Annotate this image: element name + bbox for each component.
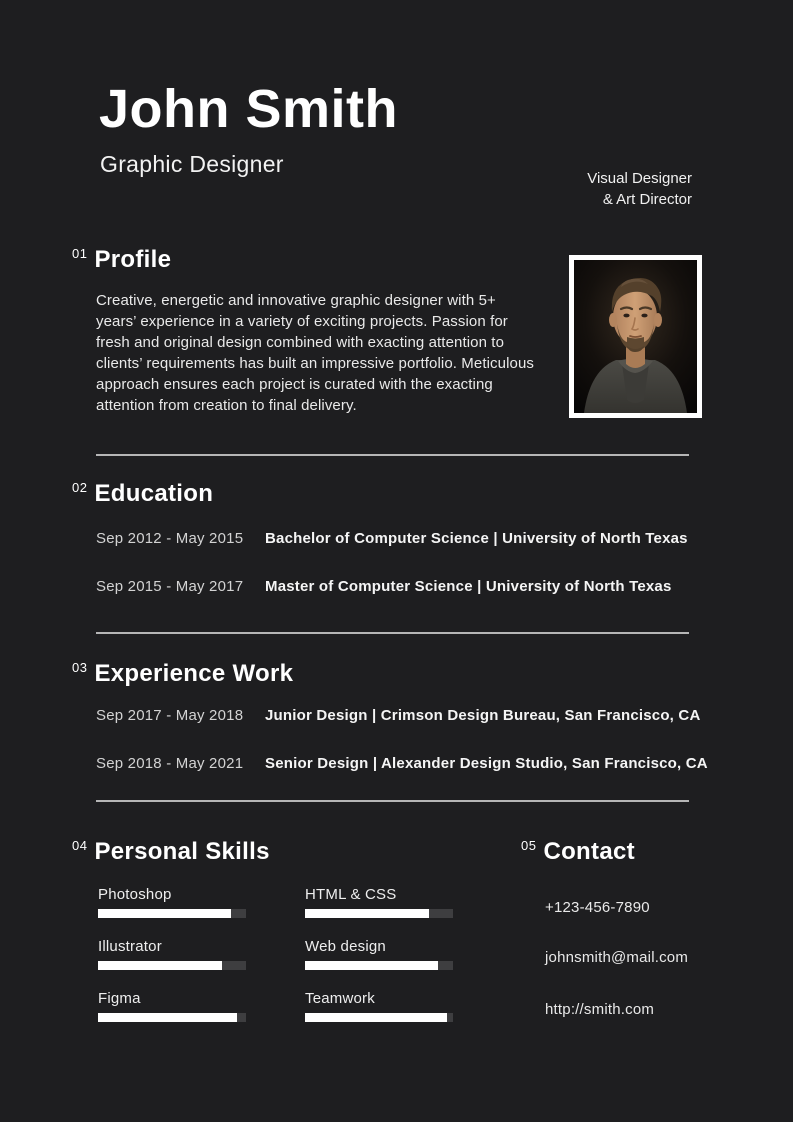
experience-description: Senior Design | Alexander Design Studio, San Francisco, CA <box>265 755 708 772</box>
education-dates: Sep 2012 - May 2015 <box>96 530 244 547</box>
skills-section-heading <box>72 838 270 866</box>
profile-section-title: Profile <box>94 246 172 273</box>
person-job-title: Graphic Designer <box>100 151 284 177</box>
contact-section-title: Contact <box>543 838 635 865</box>
skill-label: Figma <box>98 990 141 1007</box>
experience-row <box>96 755 716 772</box>
experience-section-heading <box>72 660 293 688</box>
person-name: John Smith <box>99 79 398 139</box>
skill-item <box>98 990 248 1022</box>
skill-bar-track <box>98 1013 246 1022</box>
profile-photo <box>569 255 702 418</box>
skill-label: HTML & CSS <box>305 886 397 903</box>
skill-bar-track <box>305 1013 453 1022</box>
skill-bar-track <box>305 961 453 970</box>
education-description: Master of Computer Science | University of North Texas <box>265 578 672 595</box>
header-tagline <box>587 168 692 210</box>
skills-section-title: Personal Skills <box>94 838 270 865</box>
contact-email: johnsmith@mail.com <box>545 949 689 966</box>
experience-description: Junior Design | Crimson Design Bureau, San Francisco, CA <box>265 707 701 724</box>
profile-section-number: 01 <box>72 246 88 261</box>
skill-bar-fill <box>98 961 222 970</box>
education-section-number: 02 <box>72 480 88 495</box>
section-divider <box>96 800 689 802</box>
profile-summary-text: Creative, energetic and innovative graphic designer with 5+ years’ experience in a variety of exciting projects. Passion for fresh and original design combined with exacting attention to clients’ requirements has built an impressive portfolio. Meticulous approach ensures each project is curated with the exacting attention from creation to final delivery. <box>96 292 535 414</box>
skill-bar-track <box>98 961 246 970</box>
contact-section-number: 05 <box>521 838 537 853</box>
contact-section-heading <box>521 838 635 866</box>
experience-dates: Sep 2018 - May 2021 <box>96 755 244 772</box>
education-section-title: Education <box>94 480 214 507</box>
skill-bar-track <box>305 909 453 918</box>
experience-section-title: Experience Work <box>94 660 294 687</box>
section-divider <box>96 632 689 634</box>
contact-website: http://smith.com <box>545 1001 655 1018</box>
skill-bar-fill <box>98 1013 237 1022</box>
tagline-line-1: Visual Designer <box>587 170 692 187</box>
skill-label: Teamwork <box>305 990 375 1007</box>
skill-item <box>305 886 455 918</box>
education-row <box>96 578 716 595</box>
skill-bar-fill <box>98 909 231 918</box>
education-section-heading <box>72 480 213 508</box>
skill-label: Illustrator <box>98 938 162 955</box>
portrait-photo-illustration <box>574 260 697 413</box>
experience-row <box>96 707 716 724</box>
skill-label: Photoshop <box>98 886 172 903</box>
section-divider <box>96 454 689 456</box>
contact-phone: +123-456-7890 <box>545 899 650 916</box>
education-row <box>96 530 716 547</box>
skill-bar-fill <box>305 909 429 918</box>
profile-section-heading <box>72 246 171 274</box>
education-dates: Sep 2015 - May 2017 <box>96 578 244 595</box>
tagline-line-2: & Art Director <box>602 191 692 208</box>
education-description: Bachelor of Computer Science | University of North Texas <box>265 530 688 547</box>
skill-item <box>305 938 455 970</box>
skill-item <box>98 886 248 918</box>
skills-section-number: 04 <box>72 838 88 853</box>
skill-bar-fill <box>305 1013 447 1022</box>
skill-label: Web design <box>305 938 386 955</box>
skill-item <box>305 990 455 1022</box>
skill-bar-track <box>98 909 246 918</box>
experience-dates: Sep 2017 - May 2018 <box>96 707 244 724</box>
skill-bar-fill <box>305 961 438 970</box>
skill-item <box>98 938 248 970</box>
experience-section-number: 03 <box>72 660 88 675</box>
